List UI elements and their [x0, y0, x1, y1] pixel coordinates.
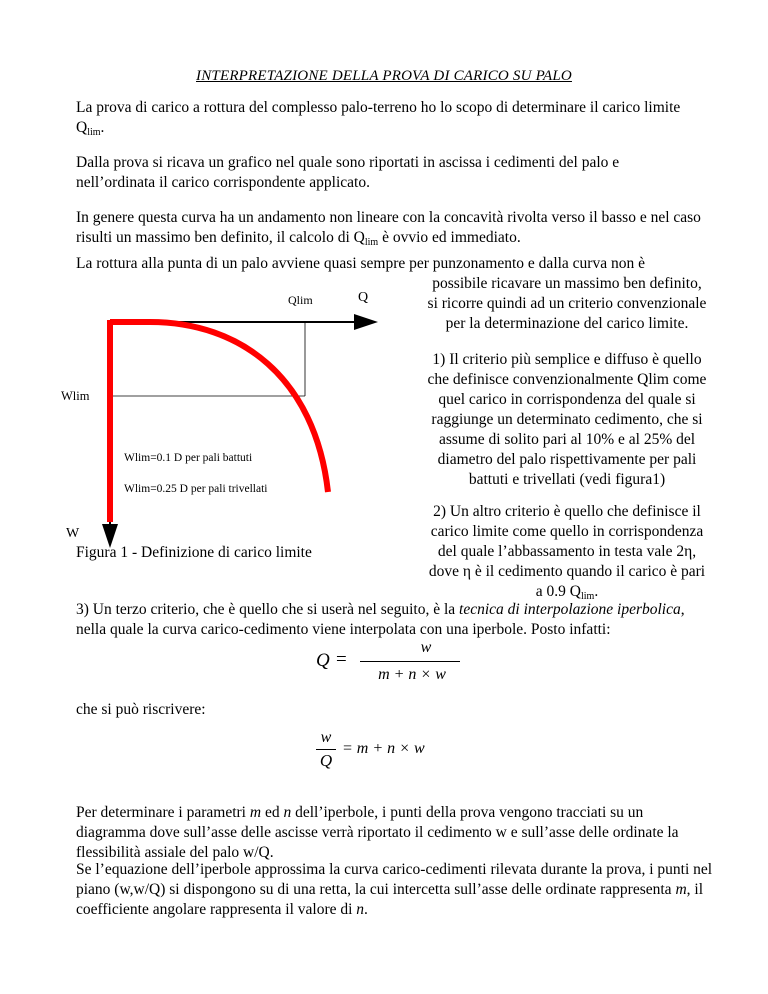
paragraph-criterio-3: 3) Un terzo criterio, che è quello che si userà nel seguito, è la tecnica di interpolazione iperbolica, nella quale la curva carico-cedimento viene interpolata con una iperbole. Posto infatti: — [76, 601, 685, 638]
paragraph-intro: La prova di carico a rottura del complesso palo-terreno ho lo scopo di determinare il carico limite $Q_{lim}$. — [76, 99, 681, 138]
equation2-numerator: w — [320, 729, 332, 746]
page-title: INTERPRETAZIONE DELLA PROVA DI CARICO SU PALO — [196, 68, 572, 84]
paragraph-criterio-1: 1) Il criterio più semplice e diffuso è quello che definisce convenzionalmente Qlim come quel carico in corrispondenza del quale si raggiunge un determinato cedimento, che si assume di solito pari al 10% e al 25% del diametro del palo rispettivamente per pali battuti e trivellati (vedi figura1) — [427, 351, 707, 488]
note-pali-trivellati: Wlim=0.25 D per pali trivellati — [124, 483, 268, 495]
paragraph-criterio-2: 2) Un altro criterio è quello che definisce il carico limite come quello in corrispondenza del quale l’abbassamento in testa vale 2η, dove η è il cedimento quando il carico è pari a 0.9 $Q_{lim}$. — [428, 503, 706, 602]
equation-equals: = — [336, 649, 347, 670]
q-axis-arrowhead — [354, 314, 378, 330]
equation-hyperbola — [314, 640, 474, 686]
q-axis-label: Q — [358, 290, 369, 305]
paragraph-rottura: La rottura alla punta di un palo avviene quasi sempre per punzonamento e dalla curva non è — [76, 255, 645, 272]
paragraph-grafico: Dalla prova si ricava un grafico nel quale sono riportati in ascissa i cedimenti del palo e nell’ordinata il carico corrispondente applicato. — [76, 154, 620, 191]
note-pali-battuti: Wlim=0.1 D per pali battuti — [124, 452, 253, 464]
equation-denominator: m + n × w — [378, 666, 446, 683]
paragraph-curva: In genere questa curva ha un andamento non lineare con la concavità rivolta verso il basso e nel caso risulti un massimo ben definito, il calcolo di $Q_{lim}$ è ovvio ed immediato. — [76, 209, 701, 248]
equation-lhs: Q — [316, 650, 330, 671]
w-axis-label: W — [66, 526, 80, 541]
qlim-label: Qlim — [288, 293, 313, 307]
paragraph-rottura-cont: possibile ricavare un massimo ben definito, si ricorre quindi ad un criterio convenzionale per la determinazione del carico limite. — [427, 275, 707, 332]
wlim-label: Wlim — [61, 389, 90, 403]
paragraph-retta: Se l’equazione dell’iperbole approssima la curva carico-cedimenti rilevata durante la prova, i punti nel piano (w,w/Q) si dispongono su di una retta, la cui intercetta sull’asse delle ordinate rappresenta m, il coefficiente angolare rappresenta il valore di n. — [76, 861, 713, 918]
equation2-denominator: Q — [319, 751, 333, 770]
load-settlement-figure — [60, 282, 400, 582]
fraction-bar-2 — [316, 749, 336, 750]
equation-linear — [315, 728, 475, 774]
equation-numerator: w — [420, 639, 432, 656]
equation2-rhs: = m + n × w — [342, 740, 425, 757]
fraction-bar — [360, 661, 460, 662]
figure-caption: Figura 1 - Definizione di carico limite — [76, 544, 312, 561]
paragraph-parametri: Per determinare i parametri m ed n dell’iperbole, i punti della prova vengono tracciati su un diagramma dove sull’asse delle ascisse verrà riportato il cedimento w e sull’asse delle ordinate la flessibilità assiale del palo w/Q. — [76, 804, 679, 861]
paragraph-riscrivere: che si può riscrivere: — [76, 701, 206, 718]
